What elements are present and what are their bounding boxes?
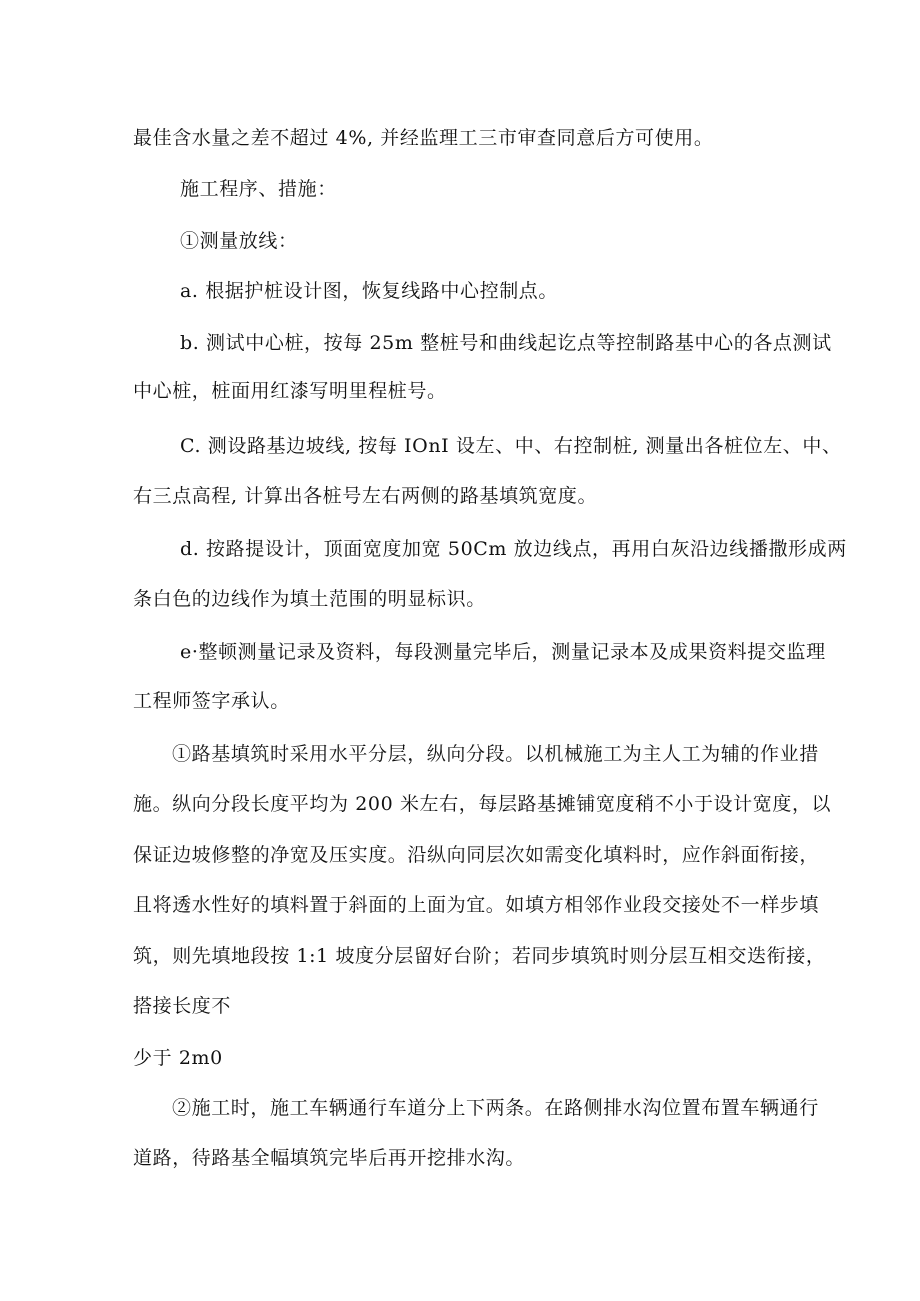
paragraph-line: 施。纵向分段长度平均为 200 米左右，每层路基摊铺宽度稍不小于设计宽度，以 (133, 793, 832, 815)
section-heading: 施工程序、措施： (180, 178, 337, 200)
paragraph-line: 搭接长度不 (133, 995, 232, 1017)
list-item-a: a. 根据护桩设计图，恢复线路中心控制点。 (180, 280, 559, 302)
list-item-c-continued: 右三点高程, 计算出各桩号左右两侧的路基填筑宽度。 (133, 485, 598, 507)
list-item-b: b. 测试中心桩，按每 25m 整桩号和曲线起讫点等控制路基中心的各点测试 (180, 332, 832, 354)
list-item-d: d. 按路提设计，顶面宽度加宽 50Cm 放边线点，再用白灰沿边线播撒形成两 (180, 538, 847, 560)
subsection-heading: ①测量放线： (180, 230, 298, 252)
list-item-d-continued: 条白色的边线作为填土范围的明显标识。 (133, 588, 486, 610)
list-item-e: e·整顿测量记录及资料，每段测量完毕后，测量记录本及成果资料提交监理 (180, 641, 826, 663)
list-item-e-continued: 工程师签字承认。 (133, 690, 290, 712)
paragraph-line: 筑，则先填地段按 1:1 坡度分层留好台阶；若同步填筑时则分层互相交迭衔接， (133, 945, 826, 967)
paragraph-line: 少于 2m0 (133, 1047, 223, 1069)
paragraph-line: 保证边坡修整的净宽及压实度。沿纵向同层次如需变化填料时，应作斜面衔接， (133, 844, 820, 866)
list-item-b-continued: 中心桩，桩面用红漆写明里程桩号。 (133, 380, 447, 402)
paragraph-line: ②施工时，施工车辆通行车道分上下两条。在路侧排水沟位置布置车辆通行 (172, 1097, 819, 1119)
paragraph-line: 且将透水性好的填料置于斜面的上面为宜。如填方相邻作业段交接处不一样步填 (133, 894, 820, 916)
paragraph-line: 最佳含水量之差不超过 4%, 并经监理工三市审查同意后方可使用。 (133, 127, 714, 149)
list-item-c: C. 测设路基边坡线, 按每 IOnI 设左、中、右控制桩, 测量出各桩位左、中、 (180, 435, 842, 457)
paragraph-line: ①路基填筑时采用水平分层，纵向分段。以机械施工为主人工为辅的作业措 (172, 743, 819, 765)
paragraph-line: 道路，待路基全幅填筑完毕后再开挖排水沟。 (133, 1147, 526, 1169)
